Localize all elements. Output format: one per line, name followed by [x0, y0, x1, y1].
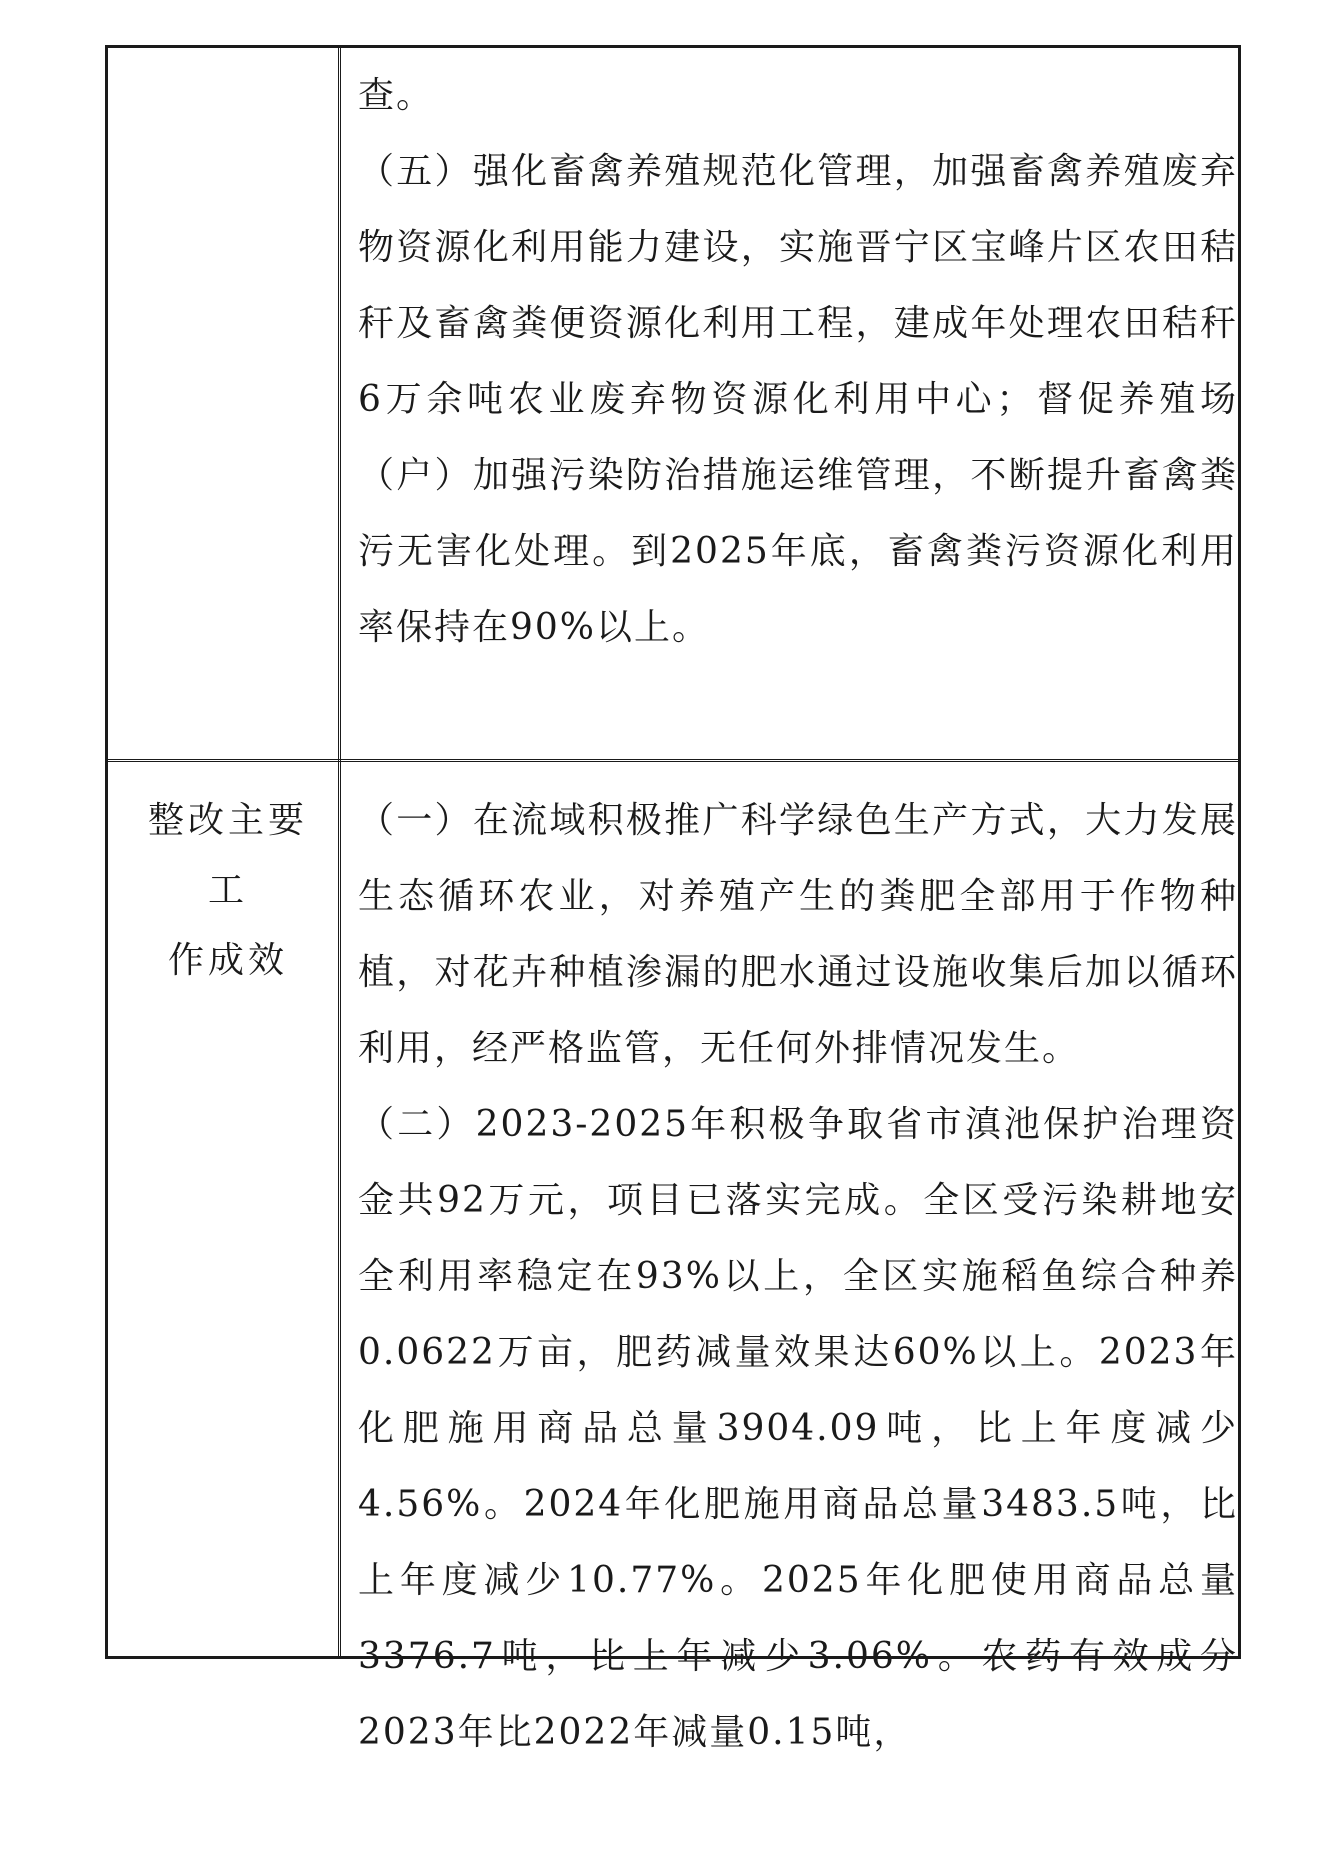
paragraph-continuation: 查。: [358, 75, 435, 116]
row-label: [133, 786, 323, 996]
bottom-row-content: [358, 783, 1238, 1771]
column-divider: [338, 48, 341, 1656]
paragraph-item-2: （二）2023-2025年积极争取省市滇池保护治理资金共92万元，项目已落实完成。全区受污染耕地安全利用率稳定在93%以上，全区实施稻鱼综合种养0.0622万亩，肥药减量效果达60%以上。2023年化肥施用商品总量3904.09吨，比上年度减少4.56%。2024年化肥施用商品总量3483.5吨，比上年度减少10.77%。2025年化肥使用商品总量3376.7吨，比上年减少3.06%。农药有效成分2023年比2022年减量0.15吨，: [358, 1104, 1238, 1753]
row-label-line-1: 整改主要工: [147, 800, 308, 911]
paragraph-item-1: （一）在流域积极推广科学绿色生产方式，大力发展生态循环农业，对养殖产生的粪肥全部用于作物种植，对花卉种植渗漏的肥水通过设施收集后加以循环利用，经严格监管，无任何外排情况发生。: [358, 800, 1238, 1069]
row-label-line-2: 作成效: [167, 940, 288, 981]
document-table: [105, 45, 1241, 1753]
row-divider: [108, 759, 1238, 762]
paragraph-item-5: （五）强化畜禽养殖规范化管理，加强畜禽养殖废弃物资源化利用能力建设，实施晋宁区宝峰片区农田秸秆及畜禽粪便资源化利用工程，建成年处理农田秸秆6万余吨农业废弃物资源化利用中心；督促养殖场（户）加强污染防治措施运维管理，不断提升畜禽粪污无害化处理。到2025年底，畜禽粪污资源化利用率保持在90%以上。: [358, 151, 1238, 648]
top-row-content: [358, 58, 1238, 666]
